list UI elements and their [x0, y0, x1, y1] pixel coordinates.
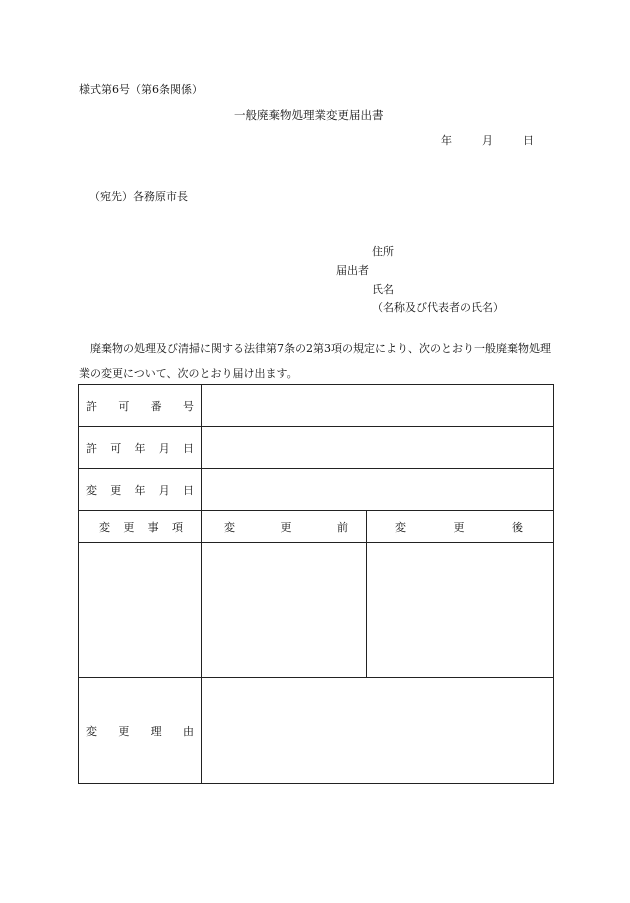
- table-row-change-reason: [79, 678, 554, 784]
- body-text: 廃棄物の処理及び清掃に関する法律第7条の2第3項の規定により、次のとおり一般廃棄物処理業の変更について、次のとおり届け出ます。: [79, 342, 551, 380]
- date-day-label: 日: [523, 134, 534, 147]
- permit-number-field[interactable]: [202, 385, 554, 427]
- change-matter-field[interactable]: [79, 543, 202, 678]
- header-before-change: 変 更 前: [202, 511, 367, 543]
- table-row-change-date: [79, 469, 554, 511]
- permit-date-label-text: 許 可 年 月 日: [86, 441, 194, 455]
- permit-date-label: [79, 427, 202, 469]
- change-reason-label-text: 変 更 理 由: [86, 724, 194, 738]
- permit-number-label: [79, 385, 202, 427]
- document-title: 一般廃棄物処理業変更届出書: [234, 108, 384, 122]
- table-row-permit-date: [79, 427, 554, 469]
- date-line: [441, 132, 534, 148]
- applicant-filer-label: 届出者: [336, 264, 369, 277]
- change-date-field[interactable]: [202, 469, 554, 511]
- date-year-label: 年: [441, 134, 452, 147]
- change-date-label: [79, 469, 202, 511]
- table-row-permit-number: [79, 385, 554, 427]
- table-header-row: [79, 511, 554, 543]
- permit-date-field[interactable]: [202, 427, 554, 469]
- after-change-field[interactable]: [367, 543, 554, 678]
- form-number: 様式第6号（第6条関係）: [79, 83, 203, 96]
- applicant-name-note: （名称及び代表者の氏名）: [372, 301, 504, 314]
- change-reason-field[interactable]: [202, 678, 554, 784]
- table-row-change-details: [79, 543, 554, 678]
- permit-number-label-text: 許 可 番 号: [86, 399, 194, 413]
- date-month-label: 月: [482, 134, 493, 147]
- change-reason-label: [79, 678, 202, 784]
- header-after-change: 変 更 後: [367, 511, 554, 543]
- addressee: （宛先）各務原市長: [89, 190, 188, 203]
- applicant-name-label: 氏名: [372, 283, 394, 296]
- applicant-address-label: 住所: [372, 245, 394, 258]
- header-change-matter: 変 更 事 項: [79, 511, 202, 543]
- change-form-table: [78, 384, 554, 784]
- before-change-field[interactable]: [202, 543, 367, 678]
- change-date-label-text: 変 更 年 月 日: [86, 483, 194, 497]
